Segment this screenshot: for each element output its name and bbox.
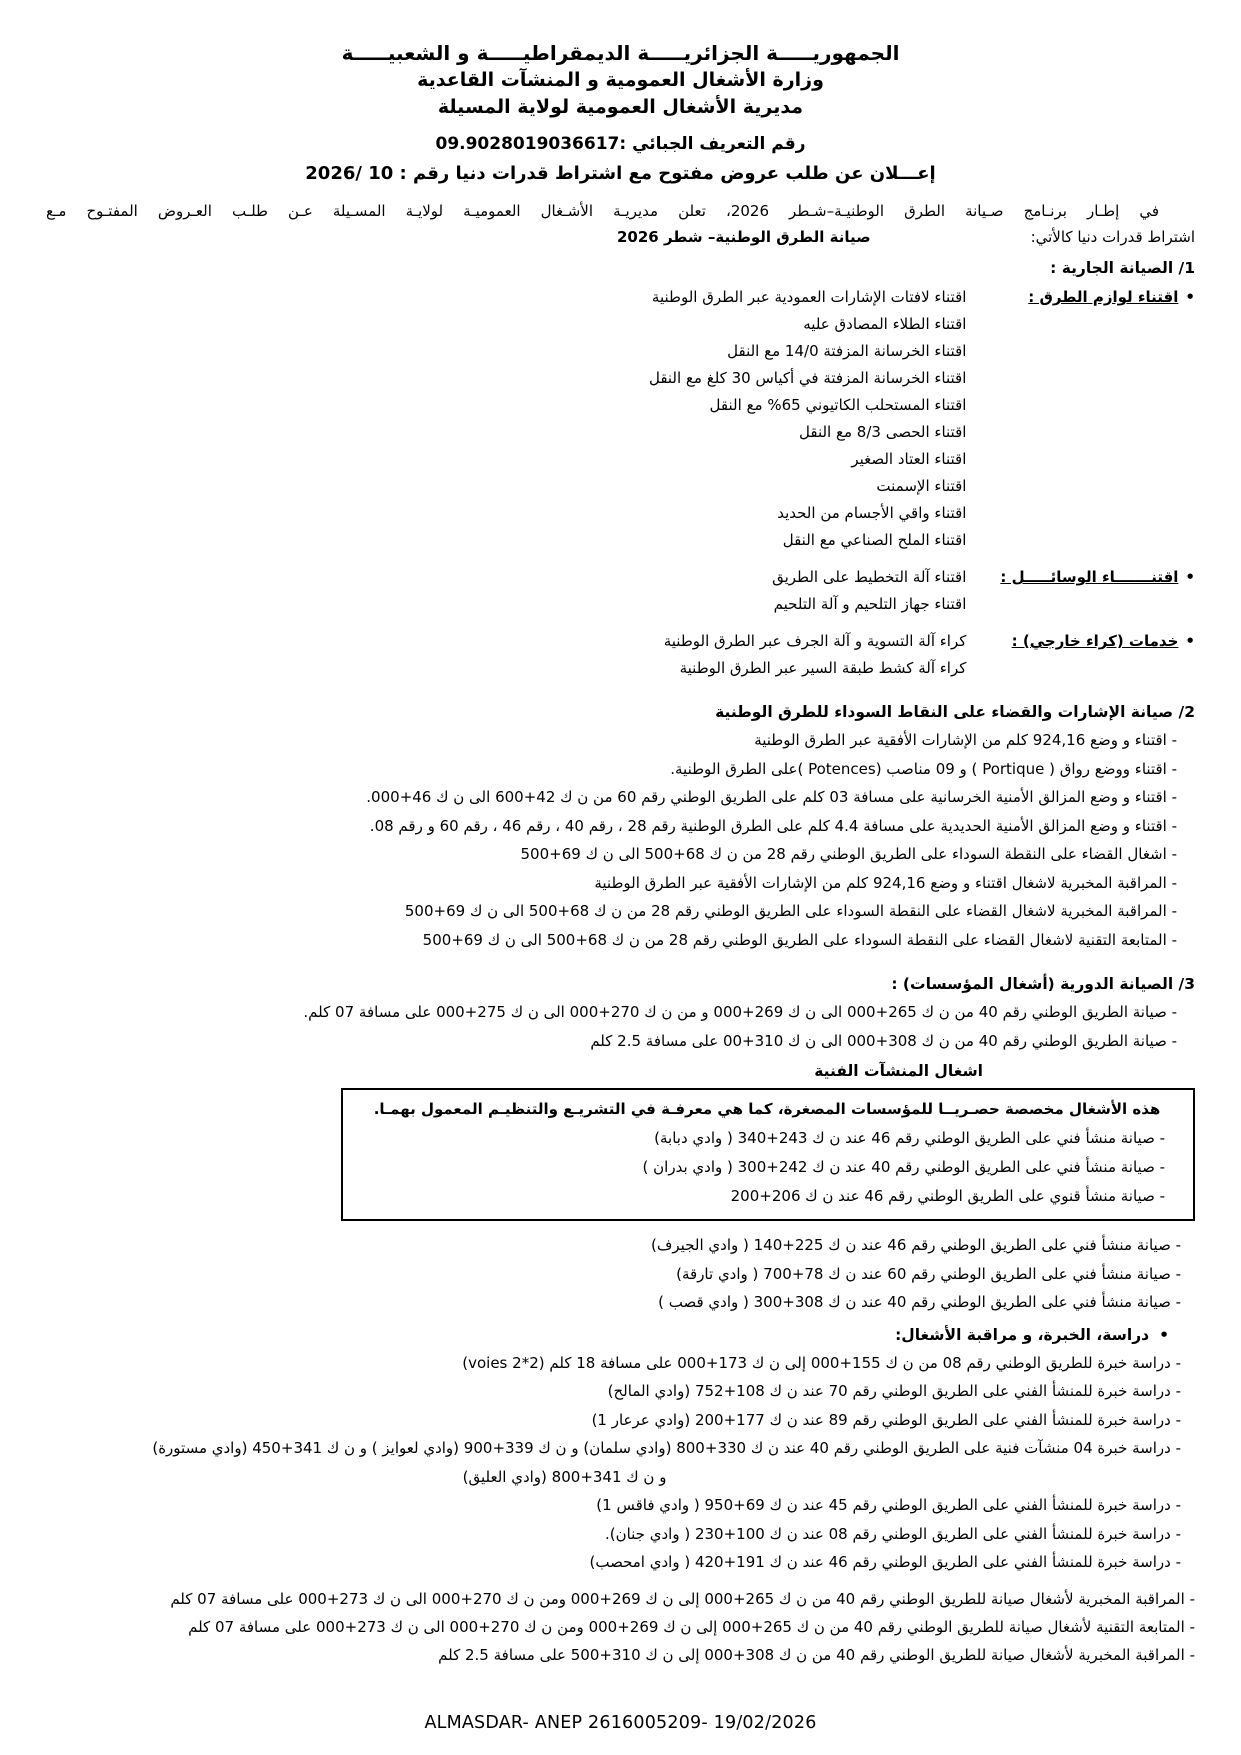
list-item: - صيانة منشأ قنوي على الطريق الوطني رقم 46 عند ن ك 206+200 bbox=[353, 1182, 1181, 1211]
list-item: - صيانة الطريق الوطني رقم 40 من ن ك 308+000 الى ن ك 310+00 على مسافة 2.5 كلم bbox=[46, 1027, 1195, 1056]
list-item: - صيانة منشأ فني على الطريق الوطني رقم 40 عند ن ك 242+300 ( وادي بدران ) bbox=[353, 1153, 1181, 1182]
section-3-items bbox=[46, 998, 1195, 1055]
list-item: - دراسة خبرة للمنشأ الفني على الطريق الوطني رقم 45 عند ن ك 69+950 ( وادي فاقس 1) bbox=[46, 1491, 1195, 1520]
program-title: صيانة الطرق الوطنية– شطر 2026 bbox=[616, 228, 871, 246]
list-item: اقتناء الحصى 8/3 مع النقل bbox=[799, 423, 967, 441]
group-items bbox=[46, 628, 966, 682]
list-item: - صيانة منشأ فني على الطريق الوطني رقم 60 عند ن ك 78+700 ( وادي تارقة) bbox=[46, 1260, 1195, 1289]
list-item: اقتناء آلة التخطيط على الطريق bbox=[772, 568, 967, 586]
list-item: اقتناء العتاد الصغير bbox=[851, 450, 967, 468]
list-item: اقتناء جهاز التلحيم و آلة التلحيم bbox=[773, 595, 967, 613]
section-3-heading: 3/ الصيانة الدورية (أشغال المؤسسات) : bbox=[891, 975, 1195, 993]
section-1-heading: 1/ الصيانة الجارية : bbox=[1050, 259, 1195, 277]
list-item: - دراسة خبرة 04 منشآت فنية على الطريق الوطني رقم 40 عند ن ك 330+800 (وادي سلمان) و ن ك 339+900 (وادي لعوايز ) و ن ك 341+450 (وادي مستورة) bbox=[46, 1434, 1195, 1463]
list-item: كراء آلة كشط طبقة السير عبر الطرق الوطنية bbox=[679, 659, 967, 677]
list-item: - دراسة خبرة للمنشأ الفني على الطريق الوطني رقم 08 عند ن ك 100+230 ( وادي جنان). bbox=[46, 1520, 1195, 1549]
document-header bbox=[46, 40, 1195, 121]
tax-id-line: رقم التعريف الجبائي :09.9028019036617 bbox=[435, 134, 806, 154]
structures-items bbox=[46, 1231, 1195, 1317]
list-item: اقتناء الطلاء المصادق عليه bbox=[803, 315, 967, 333]
list-item: - المتابعة التقنية لأشغال صيانة للطريق الوطني رقم 40 من ن ك 265+000 إلى ن ك 269+000 ومن ن ك 270+000 الى ن ك 273+000 على مسافة 07 كلم bbox=[46, 1613, 1195, 1641]
list-item: - اقتناء ووضع رواق ( Portique ) و 09 مناصب (Potences )على الطرق الوطنية. bbox=[46, 755, 1195, 784]
ministry-title: وزارة الأشغال العمومية و المنشآت القاعدية bbox=[417, 69, 824, 91]
list-item: - صيانة منشأ فني على الطريق الوطني رقم 46 عند ن ك 243+340 ( وادي دبابة) bbox=[353, 1124, 1181, 1153]
list-item: اقتناء الإسمنت bbox=[876, 477, 967, 495]
list-item: اقتناء الخرسانة المزفتة 14/0 مع النقل bbox=[727, 342, 967, 360]
box-items bbox=[353, 1124, 1181, 1211]
monitoring-items bbox=[46, 1585, 1195, 1669]
list-item: - المراقبة المخبرية لاشغال القضاء على النقطة السوداء على الطريق الوطني رقم 28 من ن ك 68+500 الى ن ك 69+500 bbox=[46, 897, 1195, 926]
anep-credit-line: ALMASDAR- ANEP 2616005209- 19/02/2026 bbox=[424, 1713, 817, 1733]
condition-label: اشتراط قدرات دنيا كالأتي: bbox=[1030, 228, 1195, 246]
micro-enterprise-note: هذه الأشغال مخصصة حصـريــا للمؤسسات المصغرة، كما هي معرفـة في التشريـع والتنظيـم المعمول بهمـا. bbox=[373, 1100, 1161, 1118]
section-2-items bbox=[46, 726, 1195, 954]
group-label: • خدمات (كراء خارجي) : bbox=[1011, 632, 1179, 650]
group-label: • اقتنـــــــاء الوسائـــــل : bbox=[1000, 568, 1179, 586]
studies-items bbox=[46, 1349, 1195, 1577]
list-item: اقتناء الخرسانة المزفتة في أكياس 30 كلغ مع النقل bbox=[648, 369, 967, 387]
directorate-title: مديرية الأشغال العمومية لولاية المسيلة bbox=[437, 96, 804, 118]
intro-condition-line bbox=[46, 224, 1195, 250]
list-item: اقتناء الملح الصناعي مع النقل bbox=[782, 531, 967, 549]
intro-paragraph: في إطـار برنـامج صـيانة الطرق الوطنيـة–شـطر 2026، تعلن مديريـة الأشـغال العموميـة لولايـة المسـيلة عـن طلـب العـروض المفتـوح مـع bbox=[46, 202, 1160, 220]
procurement-group-means bbox=[46, 564, 1195, 618]
list-item: اقتناء لافتات الإشارات العمودية عبر الطرق الوطنية bbox=[651, 288, 967, 306]
list-item: - اقتناء و وضع المزالق الأمنية الحديدية على مسافة 4.4 كلم على الطرق الوطنية رقم 28 ، رقم 40 ، رقم 46 ، رقم 60 و رقم 08. bbox=[46, 812, 1195, 841]
list-item: - دراسة خبرة للمنشأ الفني على الطريق الوطني رقم 70 عند ن ك 108+752 (وادي المالح) bbox=[46, 1377, 1195, 1406]
list-item: - المراقبة المخبرية لأشغال صيانة للطريق الوطني رقم 40 من ن ك 308+000 إلى ن ك 310+500 على مسافة 2.5 كلم bbox=[46, 1641, 1195, 1669]
list-item: - المتابعة التقنية لاشغال القضاء على النقطة السوداء على الطريق الوطني رقم 28 من ن ك 68+500 الى ن ك 69+500 bbox=[46, 926, 1195, 955]
list-item: - اقتناء و وضع المزالق الأمنية الخرسانية على مسافة 03 كلم على الطريق الوطني رقم 60 من ن ك 42+600 الى ن ك 46+000. bbox=[46, 783, 1195, 812]
group-items bbox=[46, 284, 966, 554]
list-item: - صيانة منشأ فني على الطريق الوطني رقم 46 عند ن ك 225+140 ( وادي الجيرف) bbox=[46, 1231, 1195, 1260]
list-item: - صيانة منشأ فني على الطريق الوطني رقم 40 عند ن ك 308+300 ( وادي قصب ) bbox=[46, 1288, 1195, 1317]
procurement-group-road-supplies bbox=[46, 284, 1195, 554]
list-item: - دراسة خبرة للمنشأ الفني على الطريق الوطني رقم 89 عند ن ك 177+200 (وادي عرعار 1) bbox=[46, 1406, 1195, 1435]
list-item: - صيانة الطريق الوطني رقم 40 من ن ك 265+000 الى ن ك 269+000 و من ن ك 270+000 الى ن ك 275+000 على مسافة 07 كلم. bbox=[46, 998, 1195, 1027]
list-item: اقتناء المستحلب الكاتيوني 65% مع النقل bbox=[709, 396, 967, 414]
notice-title: إعـــلان عن طلب عروض مفتوح مع اشتراط قدرات دنيا رقم : 10 /2026 bbox=[305, 163, 936, 184]
section-2-heading: 2/ صيانة الإشارات والقضاء على النقاط السوداء للطرق الوطنية bbox=[715, 703, 1195, 721]
list-item: - اقتناء و وضع 924,16 كلم من الإشارات الأفقية عبر الطرق الوطنية bbox=[46, 726, 1195, 755]
group-items bbox=[46, 564, 966, 618]
list-item: - دراسة خبرة للمنشأ الفني على الطريق الوطني رقم 46 عند ن ك 191+420 ( وادي امحصب) bbox=[46, 1548, 1195, 1577]
list-item: و ن ك 341+800 (وادي العليق) bbox=[462, 1467, 667, 1486]
list-item: - دراسة خبرة للطريق الوطني رقم 08 من ن ك 155+000 إلى ن ك 173+000 على مسافة 18 كلم (2*2 voies) bbox=[46, 1349, 1195, 1378]
list-item: اقتناء واقي الأجسام من الحديد bbox=[777, 504, 967, 522]
micro-enterprise-box bbox=[341, 1088, 1195, 1221]
group-label: • اقتناء لوازم الطرق : bbox=[1028, 288, 1179, 306]
studies-heading: • دراسة، الخبرة، و مراقبة الأشغال: bbox=[46, 1321, 1169, 1349]
procurement-group-external-rental bbox=[46, 628, 1195, 682]
list-item: - المراقبة المخبرية لأشغال صيانة للطريق الوطني رقم 40 من ن ك 265+000 إلى ن ك 269+000 ومن ن ك 270+000 الى ن ك 273+000 على مسافة 07 كلم bbox=[46, 1585, 1195, 1613]
list-item: كراء آلة التسوية و آلة الجرف عبر الطرق الوطنية bbox=[663, 632, 967, 650]
structures-heading: اشغال المنشآت الفنية bbox=[814, 1062, 983, 1080]
list-item: - المراقبة المخبرية لاشغال اقتناء و وضع 924,16 كلم من الإشارات الأفقية عبر الطرق الوطنية bbox=[46, 869, 1195, 898]
list-item: - اشغال القضاء على النقطة السوداء على الطريق الوطني رقم 28 من ن ك 68+500 الى ن ك 69+500 bbox=[46, 840, 1195, 869]
republic-title: الجمهوريـــــة الجزائريـــــة الديمقراطيـــــة و الشعبيـــــة bbox=[341, 41, 900, 65]
